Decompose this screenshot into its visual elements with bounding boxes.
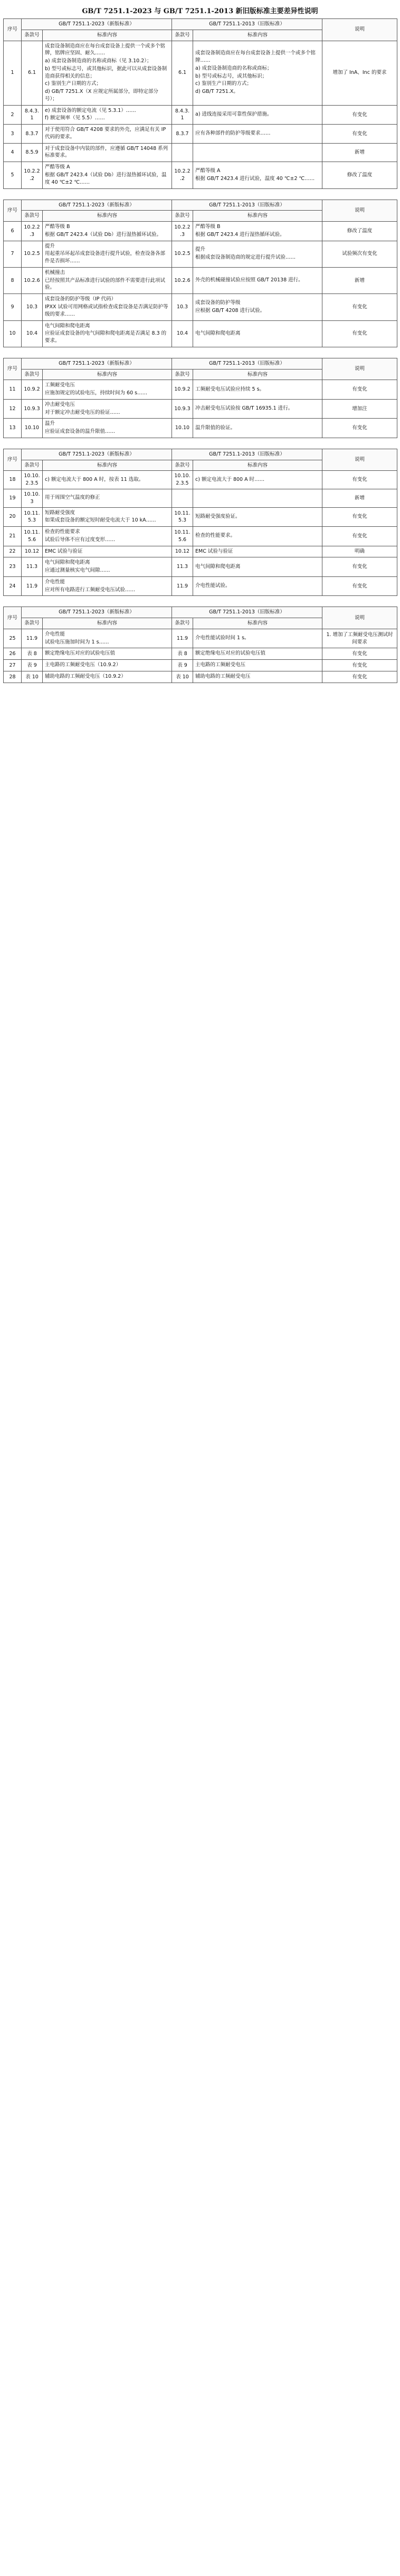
new-content-line: 根据 GB/T 2423.4（试验 Db）进行湿热循环试验。 xyxy=(45,231,162,238)
new-clause: 10.2.2.3 xyxy=(22,222,43,241)
table-row xyxy=(4,105,397,125)
row-seq: 12 xyxy=(4,399,22,419)
old-content xyxy=(193,419,322,438)
old-content-line: 根据 GB/T 2423.4 进行试验，温度 40 ℃±2 ℃…… xyxy=(195,175,315,182)
old-content-line: 提升 xyxy=(195,247,206,253)
new-clause: 8.5.9 xyxy=(22,143,43,162)
new-content-line: 机械撞击 xyxy=(45,269,65,276)
old-clause: 10.4 xyxy=(172,320,193,347)
header-new-standard: GB/T 7251.1-2023（新版标准） xyxy=(22,358,172,369)
old-content xyxy=(193,294,322,320)
old-content-line: 应有各种部件的防护等级要求…… xyxy=(195,130,271,137)
header-clause: 条款号 xyxy=(172,30,193,41)
new-content xyxy=(43,320,172,347)
row-seq: 24 xyxy=(4,576,22,596)
header-note: 说明 xyxy=(322,449,397,471)
row-seq: 18 xyxy=(4,471,22,489)
new-content xyxy=(43,660,172,671)
table-row xyxy=(4,419,397,438)
new-clause: 11.9 xyxy=(22,576,43,596)
header-clause: 条款号 xyxy=(22,211,43,222)
old-clause: 10.2.2.2 xyxy=(172,162,193,188)
new-clause: 10.10.2.3.5 xyxy=(22,471,43,489)
table-row xyxy=(4,576,397,596)
row-note: 有变化 xyxy=(322,660,397,671)
old-content-line: 电气间隙和爬电距离 xyxy=(195,330,241,336)
header-content: 标准内容 xyxy=(193,618,322,629)
row-seq: 1 xyxy=(4,41,22,105)
header-note: 说明 xyxy=(322,358,397,380)
header-seq: 序号 xyxy=(4,19,22,41)
new-content xyxy=(43,557,172,577)
new-clause: 表 8 xyxy=(22,648,43,660)
new-content-line: c) 鉴别生产日期的方式； xyxy=(45,81,101,87)
table-row xyxy=(4,557,397,577)
row-note: 增加注 xyxy=(322,399,397,419)
new-content-line: 介电性能 xyxy=(45,631,65,637)
comparison-table xyxy=(3,200,397,347)
table-row xyxy=(4,41,397,105)
row-note: 修改了温度 xyxy=(322,162,397,188)
old-content xyxy=(193,222,322,241)
table-row xyxy=(4,489,397,507)
header-clause: 条款号 xyxy=(22,460,43,471)
new-clause: 10.12 xyxy=(22,546,43,557)
new-content-line: 已经按照其产品标准进行试验的部件不需要进行此项试验。 xyxy=(45,277,166,291)
new-content-line: e) 成套设备的额定电流（见 5.3.1）…… xyxy=(45,107,136,113)
comparison-table xyxy=(3,358,397,438)
new-content-line: 根据 GB/T 2423.4（试验 Db）进行湿热循环试验，温度 40 ℃±2 ℃…… xyxy=(45,172,167,185)
old-clause: 6.1 xyxy=(172,41,193,105)
new-content-line: 电气间隙和爬电距离 xyxy=(45,560,90,566)
new-clause: 10.9.3 xyxy=(22,399,43,419)
new-content xyxy=(43,380,172,400)
row-seq: 3 xyxy=(4,125,22,144)
row-seq: 9 xyxy=(4,294,22,320)
new-content xyxy=(43,419,172,438)
old-clause: 10.10.2.3.5 xyxy=(172,471,193,489)
row-note: 新增 xyxy=(322,143,397,162)
new-clause: 11.9 xyxy=(22,629,43,648)
new-content xyxy=(43,576,172,596)
new-content-line: 温升 xyxy=(45,421,55,427)
new-content-line: 应验证成套设备的电气间隙和爬电距离是否满足 8.3 的要求。 xyxy=(45,330,167,344)
new-content-line: 应施加规定的试验电压，持续时间为 60 s…… xyxy=(45,390,148,396)
old-clause: 8.4.3.1 xyxy=(172,105,193,125)
new-content-line: 成套设备制造商应在每台成套设备上提供一个或多个铭牌，铭牌应坚固、耐久…… xyxy=(45,43,166,56)
table-row xyxy=(4,629,397,648)
new-clause: 10.10 xyxy=(22,419,43,438)
row-seq: 20 xyxy=(4,507,22,527)
new-clause: 表 9 xyxy=(22,660,43,671)
old-clause: 10.9.3 xyxy=(172,399,193,419)
new-content-line: 辅助电路的工频耐受电压（10.9.2） xyxy=(45,674,126,679)
old-content xyxy=(193,546,322,557)
table-row xyxy=(4,507,397,527)
old-clause: 10.2.5 xyxy=(172,241,193,267)
old-content-line: 外壳的机械碰撞试验应按照 GB/T 20138 进行。 xyxy=(195,277,303,283)
old-content-line: 短路耐受强度验证。 xyxy=(195,513,241,519)
header-old-standard: GB/T 7251.1-2013（旧版标准） xyxy=(172,449,322,460)
new-content-line: 冲击耐受电压 xyxy=(45,401,75,408)
header-old-standard: GB/T 7251.1-2013（旧版标准） xyxy=(172,607,322,618)
old-content-line: a) 成套设备制造商的名称或商标； xyxy=(195,65,272,71)
row-seq: 25 xyxy=(4,629,22,648)
old-clause: 10.10 xyxy=(172,419,193,438)
row-note: 试验频次有变化 xyxy=(322,241,397,267)
new-clause: 8.4.3.1 xyxy=(22,105,43,125)
new-clause: 10.3 xyxy=(22,294,43,320)
old-content-line: c) 鉴别生产日期的方式； xyxy=(195,81,252,87)
row-seq: 2 xyxy=(4,105,22,125)
new-content xyxy=(43,125,172,144)
table-row xyxy=(4,471,397,489)
row-seq: 23 xyxy=(4,557,22,577)
old-content-line: 工频耐受电压试验应持续 5 s。 xyxy=(195,386,265,392)
table-row xyxy=(4,143,397,162)
new-content-line: 用于周围空气温度的修正 xyxy=(45,495,100,501)
old-clause: 10.9.2 xyxy=(172,380,193,400)
old-content-line: 介电性能试验时间 1 s。 xyxy=(195,635,250,641)
new-content-line: IPXX 试验可用网格或试指检查成套设备是否满足防护等级的要求…… xyxy=(45,304,168,317)
header-old-standard: GB/T 7251.1-2013（旧版标准） xyxy=(172,19,322,30)
row-seq: 22 xyxy=(4,546,22,557)
new-content-line: 严酷等级 A xyxy=(45,164,70,171)
row-seq: 7 xyxy=(4,241,22,267)
new-content-line: 如果成套设备的额定短时耐受电流大于 10 kA…… xyxy=(45,517,156,524)
new-content xyxy=(43,143,172,162)
new-clause: 10.2.6 xyxy=(22,267,43,293)
row-note: 新增 xyxy=(322,267,397,293)
row-note: 有变化 xyxy=(322,320,397,347)
row-seq: 8 xyxy=(4,267,22,293)
old-clause: 10.12 xyxy=(172,546,193,557)
new-content-line: b) 型号或标志号，或其他标识，据此可以从成套设备制造商获得相关的信息； xyxy=(45,65,167,79)
table-row xyxy=(4,660,397,671)
old-clause: 表 8 xyxy=(172,648,193,660)
header-content: 标准内容 xyxy=(43,30,172,41)
new-clause: 8.3.7 xyxy=(22,125,43,144)
header-old-standard: GB/T 7251.1-2013（旧版标准） xyxy=(172,200,322,211)
old-content-line: a) 进线连接采用可靠性保护措施。 xyxy=(195,111,272,118)
row-note: 修改了温度 xyxy=(322,222,397,241)
old-clause: 10.11.5.3 xyxy=(172,507,193,527)
old-clause xyxy=(172,489,193,507)
document-title: GB/T 7251.1-2023 与 GB/T 7251.1-2013 新旧版标准主要差异性说明 xyxy=(82,7,318,15)
new-content-line: 检查的性能要求 xyxy=(45,529,80,535)
header-clause: 条款号 xyxy=(22,30,43,41)
old-content-line: 电气间隙和爬电距离 xyxy=(195,563,241,570)
new-content-line: c) 额定电流大于 800 A 时，按表 11 选取。 xyxy=(45,476,144,482)
new-clause: 11.3 xyxy=(22,557,43,577)
table-row xyxy=(4,546,397,557)
header-seq: 序号 xyxy=(4,449,22,471)
header-new-standard: GB/T 7251.1-2023（新版标准） xyxy=(22,19,172,30)
header-note: 说明 xyxy=(322,607,397,629)
old-clause: 10.3 xyxy=(172,294,193,320)
old-content xyxy=(193,489,322,507)
row-note: 有变化 xyxy=(322,380,397,400)
old-content-line: 主电路的工频耐受电压 xyxy=(195,662,246,668)
row-note: 有变化 xyxy=(322,507,397,527)
comparison-table xyxy=(3,18,397,189)
new-clause: 10.10.3 xyxy=(22,489,43,507)
header-content: 标准内容 xyxy=(43,211,172,222)
old-content xyxy=(193,471,322,489)
table-row xyxy=(4,399,397,419)
old-clause: 11.9 xyxy=(172,576,193,596)
comparison-table xyxy=(3,449,397,596)
old-clause: 11.9 xyxy=(172,629,193,648)
old-clause: 表 10 xyxy=(172,671,193,683)
old-content xyxy=(193,241,322,267)
old-content-line: EMC 试验与验证 xyxy=(195,548,233,554)
header-clause: 条款号 xyxy=(172,460,193,471)
new-clause: 10.11.5.6 xyxy=(22,527,43,546)
header-seq: 序号 xyxy=(4,607,22,629)
row-note: 增加了 InA、Inc 的要求 xyxy=(322,41,397,105)
new-content xyxy=(43,294,172,320)
table-row xyxy=(4,125,397,144)
table-row xyxy=(4,648,397,660)
old-content xyxy=(193,507,322,527)
old-clause: 10.2.6 xyxy=(172,267,193,293)
new-content-line: 主电路的工频耐受电压（10.9.2） xyxy=(45,662,121,668)
header-old-standard: GB/T 7251.1-2013（旧版标准） xyxy=(172,358,322,369)
new-content xyxy=(43,267,172,293)
old-content-line: 温升限值的验证。 xyxy=(195,424,236,431)
new-content xyxy=(43,546,172,557)
new-content-line: 严酷等级 B xyxy=(45,224,70,230)
old-content xyxy=(193,162,322,188)
old-content xyxy=(193,660,322,671)
row-note: 有变化 xyxy=(322,471,397,489)
new-content xyxy=(43,507,172,527)
old-content-line: 冲击耐受电压试验按 GB/T 16935.1 进行。 xyxy=(195,405,293,412)
new-content xyxy=(43,162,172,188)
new-content xyxy=(43,41,172,105)
header-note: 说明 xyxy=(322,200,397,222)
new-content xyxy=(43,527,172,546)
new-content-line: f) 额定频率（见 5.5）…… xyxy=(45,115,105,121)
new-content-line: 应验证成套设备的温升限值…… xyxy=(45,429,116,435)
old-content xyxy=(193,41,322,105)
old-content xyxy=(193,671,322,683)
comparison-tables xyxy=(3,18,397,683)
old-content-line: 检查的性能要求。 xyxy=(195,533,236,539)
old-content-line: 根据 GB/T 2423.4 进行湿热循环试验。 xyxy=(195,231,285,238)
row-seq: 27 xyxy=(4,660,22,671)
new-content-line: 电气间隙和爬电距离 xyxy=(45,323,90,329)
new-content-line: 短路耐受强度 xyxy=(45,509,75,516)
old-content xyxy=(193,267,322,293)
old-content-line: 额定绝缘电压对应的试验电压值 xyxy=(195,650,266,657)
header-content: 标准内容 xyxy=(43,460,172,471)
new-content xyxy=(43,241,172,267)
old-clause: 8.3.7 xyxy=(172,125,193,144)
new-content-line: 对于成套设备中内装的部件，应遵循 GB/T 14048 系列标准要求。 xyxy=(45,145,168,159)
new-content xyxy=(43,648,172,660)
row-note: 有变化 xyxy=(322,648,397,660)
header-note: 说明 xyxy=(322,19,397,41)
old-clause xyxy=(172,143,193,162)
old-content xyxy=(193,576,322,596)
row-note: 有变化 xyxy=(322,294,397,320)
header-content: 标准内容 xyxy=(193,30,322,41)
old-clause: 表 9 xyxy=(172,660,193,671)
header-new-standard: GB/T 7251.1-2023（新版标准） xyxy=(22,607,172,618)
header-new-standard: GB/T 7251.1-2023（新版标准） xyxy=(22,449,172,460)
table-row xyxy=(4,380,397,400)
new-clause: 表 10 xyxy=(22,671,43,683)
new-content-line: d) GB/T 7251.X（X 应规定所属部分，即特定部分号）； xyxy=(45,89,158,102)
table-row xyxy=(4,527,397,546)
old-content-line: 成套设备制造商应在每台成套设备上提供一个或多个铭牌…… xyxy=(195,50,316,64)
new-content xyxy=(43,105,172,125)
new-content xyxy=(43,471,172,489)
new-content-line: 应通过测量核实电气间隙…… xyxy=(45,567,110,574)
table-row xyxy=(4,294,397,320)
old-content-line: d) GB/T 7251.X。 xyxy=(195,89,239,95)
row-seq: 19 xyxy=(4,489,22,507)
old-content xyxy=(193,125,322,144)
table-row xyxy=(4,320,397,347)
new-content xyxy=(43,489,172,507)
row-seq: 6 xyxy=(4,222,22,241)
new-clause: 10.2.2.2 xyxy=(22,162,43,188)
new-content-line: 试验电压施加时间为 1 s…… xyxy=(45,639,109,645)
row-seq: 4 xyxy=(4,143,22,162)
new-content xyxy=(43,671,172,683)
row-note: 有变化 xyxy=(322,671,397,683)
header-clause: 条款号 xyxy=(172,369,193,380)
old-content-line: 成套设备的防护等级 xyxy=(195,300,241,306)
comparison-table xyxy=(3,607,397,683)
row-note: 明确 xyxy=(322,546,397,557)
table-row xyxy=(4,241,397,267)
old-content xyxy=(193,380,322,400)
new-content-line: 提升 xyxy=(45,243,55,249)
document xyxy=(0,0,400,683)
new-content-line: 介电性能 xyxy=(45,579,65,585)
old-content xyxy=(193,320,322,347)
old-content xyxy=(193,105,322,125)
new-content-line: EMC 试验与验证 xyxy=(45,548,83,554)
header-seq: 序号 xyxy=(4,200,22,222)
new-content xyxy=(43,222,172,241)
row-seq: 28 xyxy=(4,671,22,683)
old-content-line: 严酷等级 A xyxy=(195,168,221,174)
header-clause: 条款号 xyxy=(22,618,43,629)
new-content xyxy=(43,399,172,419)
row-seq: 5 xyxy=(4,162,22,188)
row-seq: 11 xyxy=(4,380,22,400)
new-content-line: 工频耐受电压 xyxy=(45,382,75,389)
header-new-standard: GB/T 7251.1-2023（新版标准） xyxy=(22,200,172,211)
header-clause: 条款号 xyxy=(172,618,193,629)
header-seq: 序号 xyxy=(4,358,22,380)
old-content xyxy=(193,648,322,660)
table-row xyxy=(4,162,397,188)
old-content-line: c) 额定电流大于 800 A 时…… xyxy=(195,476,265,482)
header-content: 标准内容 xyxy=(43,618,172,629)
new-clause: 10.9.2 xyxy=(22,380,43,400)
header-content: 标准内容 xyxy=(193,369,322,380)
header-clause: 条款号 xyxy=(22,369,43,380)
row-seq: 21 xyxy=(4,527,22,546)
header-clause: 条款号 xyxy=(172,211,193,222)
header-content: 标准内容 xyxy=(193,460,322,471)
row-note: 有变化 xyxy=(322,105,397,125)
row-note: 有变化 xyxy=(322,576,397,596)
new-content-line: 用起重吊环起吊成套设备进行提升试验，检查设备各部件是否损坏…… xyxy=(45,251,166,264)
table-row xyxy=(4,267,397,293)
row-note: 有变化 xyxy=(322,527,397,546)
old-content-line: 严酷等级 B xyxy=(195,224,221,230)
old-content xyxy=(193,143,322,162)
old-content-line: 辅助电路的工频耐受电压 xyxy=(195,674,251,679)
row-note: 有变化 xyxy=(322,419,397,438)
old-clause: 10.2.2.3 xyxy=(172,222,193,241)
old-content xyxy=(193,557,322,577)
new-content-line: 应对所有电路进行工频耐受电压试验…… xyxy=(45,586,136,593)
row-note: 新增 xyxy=(322,489,397,507)
new-content-line: 试验后导体不应有过度变形…… xyxy=(45,536,116,543)
old-clause: 10.11.5.6 xyxy=(172,527,193,546)
table-row xyxy=(4,222,397,241)
old-content-line: 根据成套设备制造商的规定进行提升试验…… xyxy=(195,254,296,261)
old-content xyxy=(193,399,322,419)
new-content-line: 额定绝缘电压对应的试验电压值 xyxy=(45,650,116,657)
new-clause: 10.2.5 xyxy=(22,241,43,267)
old-content xyxy=(193,629,322,648)
row-seq: 10 xyxy=(4,320,22,347)
new-clause: 10.11.5.3 xyxy=(22,507,43,527)
new-content-line: 成套设备的防护等级（IP 代码） xyxy=(45,296,117,302)
table-row xyxy=(4,671,397,683)
row-note: 有变化 xyxy=(322,557,397,577)
new-content-line: a) 成套设备制造商的名称或商标（见 3.10.2）； xyxy=(45,58,152,64)
header-content: 标准内容 xyxy=(193,211,322,222)
row-seq: 26 xyxy=(4,648,22,660)
header-content: 标准内容 xyxy=(43,369,172,380)
new-content xyxy=(43,629,172,648)
new-clause: 6.1 xyxy=(22,41,43,105)
new-clause: 10.4 xyxy=(22,320,43,347)
old-content xyxy=(193,527,322,546)
old-content-line: b) 型号或标志号，或其他标识； xyxy=(195,73,268,79)
row-note: 有变化 xyxy=(322,125,397,144)
old-content-line: 介电性能试验。 xyxy=(195,583,231,589)
row-note: 1. 增加了工频耐受电压测试时间要求 xyxy=(322,629,397,648)
new-content-line: 对于额定冲击耐受电压的验证…… xyxy=(45,409,120,415)
old-clause: 11.3 xyxy=(172,557,193,577)
old-content-line: 应根据 GB/T 4208 进行试验。 xyxy=(195,307,265,314)
new-content-line: 对于使用符合 GB/T 4208 要求的外壳，应满足有关 IP 代码的要求。 xyxy=(45,127,166,140)
row-seq: 13 xyxy=(4,419,22,438)
